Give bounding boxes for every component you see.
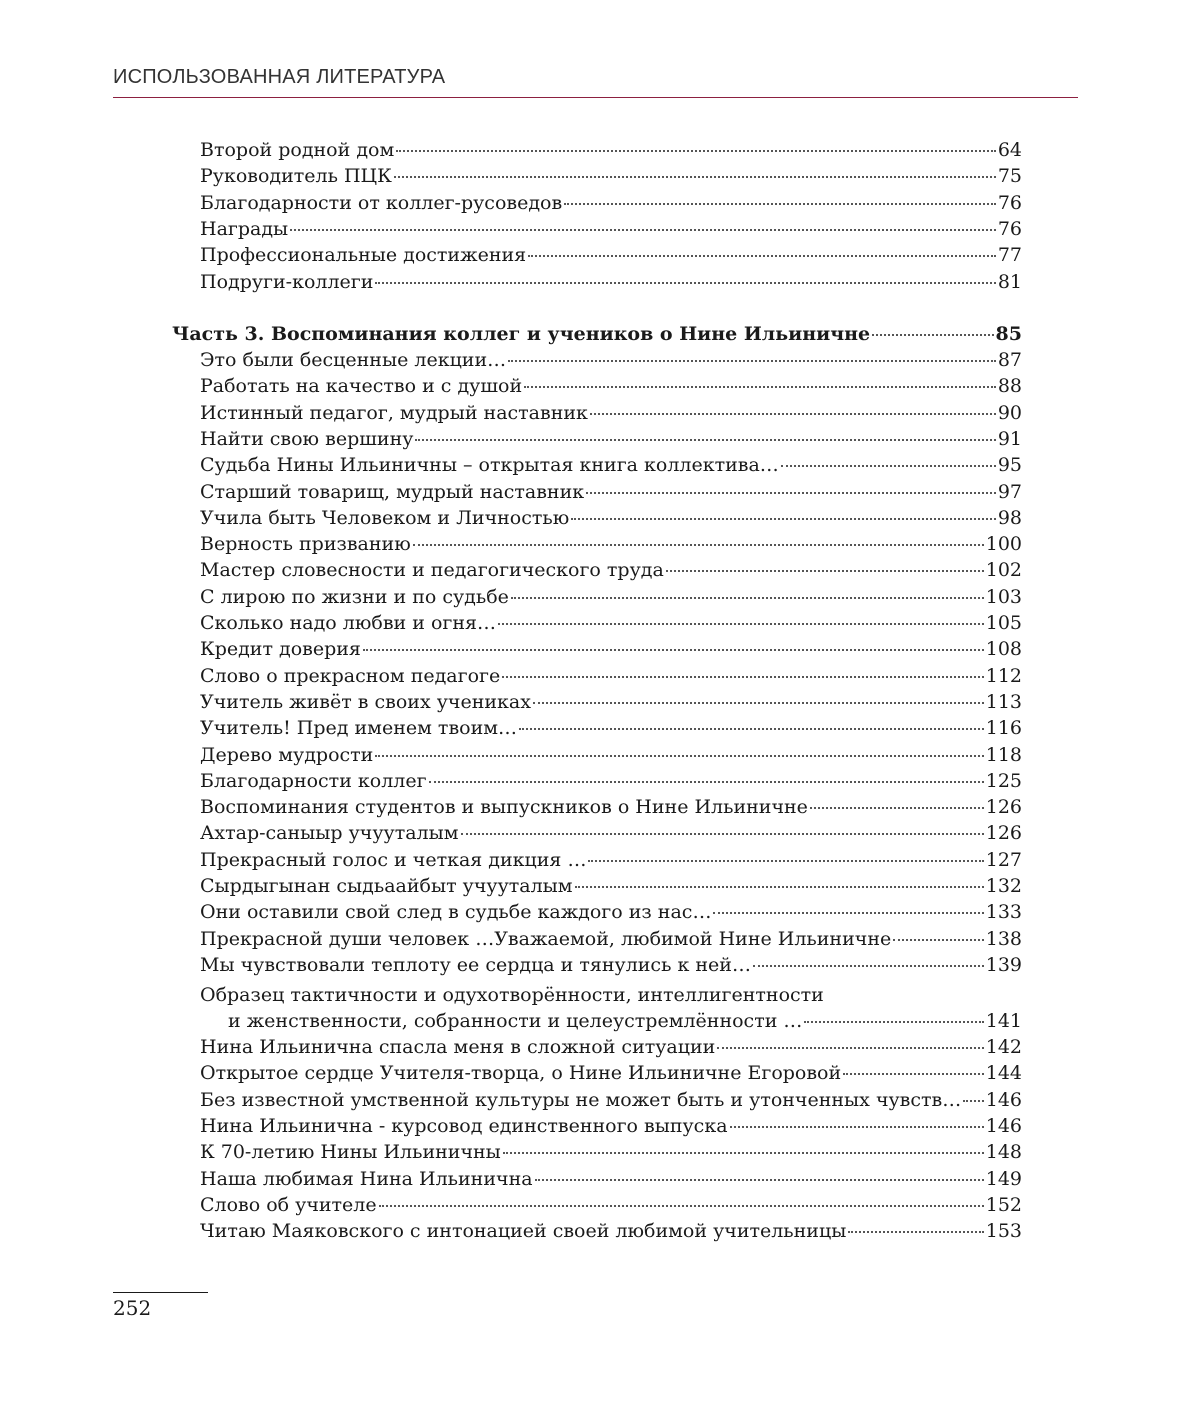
toc-leader bbox=[508, 360, 996, 362]
toc-entry-title: Читаю Маяковского с интонацией своей любимой учительницы bbox=[200, 1220, 847, 1243]
toc-leader bbox=[872, 334, 993, 336]
toc-leader bbox=[503, 1152, 984, 1154]
toc-leader bbox=[502, 676, 984, 678]
toc-entry-page: 81 bbox=[997, 270, 1022, 293]
toc-entry[interactable] bbox=[200, 242, 1022, 268]
toc-leader bbox=[511, 597, 984, 599]
toc-leader bbox=[379, 1205, 984, 1207]
toc-leader bbox=[893, 939, 984, 941]
toc-part-heading[interactable] bbox=[172, 321, 1022, 347]
toc-entry-line1[interactable]: Образец тактичности и одухотворённости, интеллигентности bbox=[200, 984, 824, 1006]
toc-entry-title: Верность призванию bbox=[200, 533, 411, 556]
toc-leader bbox=[528, 255, 996, 257]
toc-entry-page: 116 bbox=[985, 717, 1022, 740]
toc-entry-page: 102 bbox=[985, 559, 1022, 582]
toc-entry-page: 146 bbox=[985, 1114, 1022, 1137]
toc-leader bbox=[363, 649, 984, 651]
toc-entry-page: 139 bbox=[985, 953, 1022, 976]
toc-entry[interactable] bbox=[200, 768, 1022, 794]
toc-leader bbox=[586, 492, 996, 494]
toc-entry[interactable] bbox=[200, 899, 1022, 925]
toc-entry-title: Кредит доверия bbox=[200, 638, 361, 661]
toc-leader bbox=[533, 702, 984, 704]
toc-entry[interactable] bbox=[200, 742, 1022, 768]
toc-entry-title: Подруги-коллеги bbox=[200, 270, 374, 293]
toc-leader bbox=[461, 833, 984, 835]
toc-entry-title: Истинный педагог, мудрый наставник bbox=[200, 401, 588, 424]
toc-entry-title: Наша любимая Нина Ильинична bbox=[200, 1167, 533, 1190]
toc-entry[interactable] bbox=[200, 1166, 1022, 1192]
toc-leader bbox=[717, 1047, 983, 1049]
toc-entry-title: К 70-летию Нины Ильиничны bbox=[200, 1141, 501, 1164]
toc-entry-title: Учитель живёт в своих учениках bbox=[200, 690, 531, 713]
toc-entry[interactable] bbox=[200, 847, 1022, 873]
toc-entry-title: Профессиональные достижения bbox=[200, 244, 527, 267]
toc-entry-title: Нина Ильинична спасла меня в сложной ситуации bbox=[200, 1036, 716, 1058]
toc-entry-title: Учитель! Пред именем твоим… bbox=[200, 717, 518, 740]
toc-entry[interactable] bbox=[200, 1113, 1022, 1139]
toc-entry-title: Благодарности коллег bbox=[200, 769, 427, 792]
toc-entry-title: и женственности, собранности и целеустремлённости … bbox=[228, 1010, 803, 1032]
toc-entry-title: Благодарности от коллег-русоведов bbox=[200, 191, 563, 214]
toc-entry[interactable] bbox=[200, 663, 1022, 689]
toc-entry-title: Работать на качество и с душой bbox=[200, 375, 523, 398]
toc-entry-page: 125 bbox=[985, 769, 1022, 792]
toc-leader bbox=[571, 518, 996, 520]
toc-leader bbox=[588, 860, 983, 862]
toc-entry-page: 64 bbox=[997, 139, 1022, 161]
toc-entry[interactable] bbox=[200, 689, 1022, 715]
toc-entry[interactable] bbox=[200, 163, 1022, 189]
toc-entry[interactable] bbox=[200, 557, 1022, 583]
toc-entry-title: Руководитель ПЦК bbox=[200, 165, 392, 188]
toc-leader bbox=[429, 781, 984, 783]
toc-entry[interactable] bbox=[200, 636, 1022, 662]
toc-entry-page: 153 bbox=[985, 1220, 1022, 1243]
footer-rule bbox=[113, 1292, 208, 1293]
toc-entry-title: Сколько надо любви и огня… bbox=[200, 612, 496, 634]
toc-entry-page: 77 bbox=[997, 244, 1022, 267]
toc-entry[interactable] bbox=[200, 426, 1022, 452]
toc-leader bbox=[730, 1126, 984, 1128]
toc-entry-title: Сырдыгынан сыдьаайбыт учууталым bbox=[200, 875, 573, 897]
toc-leader bbox=[810, 807, 984, 809]
toc-entry-page: 76 bbox=[997, 191, 1022, 214]
toc-entry[interactable] bbox=[200, 1139, 1022, 1165]
toc-leader bbox=[590, 413, 996, 415]
toc-entry[interactable] bbox=[200, 820, 1022, 846]
toc-entry[interactable] bbox=[200, 269, 1022, 295]
toc-entry-title: Найти свою вершину bbox=[200, 427, 414, 450]
toc-entry-title: Воспоминания студентов и выпускников о Нине Ильиничне bbox=[200, 796, 808, 819]
toc-entry-page: 97 bbox=[997, 480, 1022, 503]
toc-leader bbox=[524, 386, 996, 388]
toc-entry-title: Судьба Нины Ильиничны – открытая книга коллектива… bbox=[200, 454, 779, 477]
toc-leader bbox=[843, 1073, 984, 1075]
toc-entry-page: 144 bbox=[985, 1062, 1022, 1085]
toc-entry[interactable] bbox=[200, 137, 1022, 163]
toc-entry[interactable] bbox=[200, 373, 1022, 399]
toc-entry-page: 127 bbox=[985, 848, 1022, 871]
toc-entry-title: Прекрасной души человек …Уважаемой, любимой Нине Ильиничне bbox=[200, 927, 892, 950]
toc-entry[interactable] bbox=[200, 873, 1022, 899]
toc-entry[interactable] bbox=[200, 610, 1022, 636]
toc-entry-title: Ахтар-саныыр учууталым bbox=[200, 822, 459, 845]
toc-entry-title: Награды bbox=[200, 217, 289, 240]
toc-entry[interactable] bbox=[200, 1218, 1022, 1244]
running-head: ИСПОЛЬЗОВАННАЯ ЛИТЕРАТУРА bbox=[113, 66, 446, 88]
toc-entry[interactable] bbox=[200, 479, 1022, 505]
toc-entry[interactable] bbox=[200, 531, 1022, 557]
toc-part-page: 85 bbox=[995, 323, 1022, 345]
toc-entry-page: 103 bbox=[985, 585, 1022, 608]
toc-entry-title: Мы чувствовали теплоту ее сердца и тянулись к ней… bbox=[200, 953, 751, 976]
toc-entry[interactable] bbox=[200, 1034, 1022, 1060]
toc-entry[interactable] bbox=[200, 794, 1022, 820]
toc-entry-page: 126 bbox=[985, 796, 1022, 819]
toc-entry-title: Без известной умственной культуры не может быть и утонченных чувств… bbox=[200, 1088, 962, 1111]
toc-entry-page: 148 bbox=[985, 1141, 1022, 1164]
toc-entry-title: С лирою по жизни и по судьбе bbox=[200, 585, 509, 608]
toc-leader bbox=[375, 755, 983, 757]
toc-entry-title: Прекрасный голос и четкая дикция … bbox=[200, 848, 587, 871]
toc-leader bbox=[498, 623, 984, 625]
toc-entry-page: 126 bbox=[985, 822, 1022, 845]
toc-entry-page: 141 bbox=[985, 1010, 1022, 1032]
header-rule bbox=[113, 97, 1078, 98]
toc-leader bbox=[781, 465, 996, 467]
toc-entry-page: 90 bbox=[997, 401, 1022, 424]
toc-leader bbox=[394, 176, 996, 178]
toc-entry-page: 132 bbox=[985, 875, 1022, 897]
toc-leader bbox=[804, 1021, 983, 1023]
toc-entry-title: Они оставили свой след в судьбе каждого из нас… bbox=[200, 901, 712, 924]
toc-entry[interactable] bbox=[200, 400, 1022, 426]
toc-entry-title: Слово об учителе bbox=[200, 1193, 377, 1216]
toc-entry[interactable] bbox=[200, 1192, 1022, 1218]
toc-entry-page: 87 bbox=[997, 349, 1022, 371]
toc-entry-page: 88 bbox=[997, 375, 1022, 398]
toc-entry[interactable] bbox=[200, 452, 1022, 478]
toc-entry-page: 75 bbox=[997, 165, 1022, 188]
toc-entry-title: Это были бесценные лекции… bbox=[200, 349, 507, 371]
toc-entry-title: Дерево мудрости bbox=[200, 743, 374, 766]
toc-entry-title: Нина Ильинична - курсовод единственного выпуска bbox=[200, 1114, 728, 1137]
toc-entry-page: 76 bbox=[997, 217, 1022, 240]
toc-entry-title: Второй родной дом bbox=[200, 139, 395, 161]
toc-leader bbox=[564, 203, 996, 205]
toc-leader bbox=[396, 150, 996, 152]
toc-entry-title: Старший товарищ, мудрый наставник bbox=[200, 480, 585, 503]
toc-entry-page: 142 bbox=[985, 1036, 1022, 1058]
toc-entry-page: 113 bbox=[985, 690, 1022, 713]
toc-entry-page: 100 bbox=[985, 533, 1022, 556]
toc-entry-page: 91 bbox=[997, 427, 1022, 450]
toc-leader bbox=[963, 1100, 984, 1102]
toc-entry-page: 108 bbox=[985, 638, 1022, 661]
toc-entry-page: 118 bbox=[985, 743, 1022, 766]
toc-leader bbox=[666, 570, 984, 572]
toc-entry-page: 105 bbox=[985, 612, 1022, 634]
toc-entry-title: Слово о прекрасном педагоге bbox=[200, 664, 501, 687]
toc-entry-line2[interactable] bbox=[228, 1008, 1022, 1034]
toc-leader bbox=[290, 229, 996, 231]
toc-entry-title: Открытое сердце Учителя-творца, о Нине Ильиничне Егоровой bbox=[200, 1062, 842, 1085]
toc-entry-page: 95 bbox=[997, 454, 1022, 477]
toc-entry-page: 152 bbox=[985, 1193, 1022, 1216]
toc-entry[interactable] bbox=[200, 347, 1022, 373]
toc-leader bbox=[519, 728, 984, 730]
toc-entry[interactable] bbox=[200, 1087, 1022, 1113]
toc-leader bbox=[713, 912, 983, 914]
toc-leader bbox=[848, 1231, 983, 1233]
toc-leader bbox=[535, 1179, 984, 1181]
toc-entry[interactable] bbox=[200, 190, 1022, 216]
toc-leader bbox=[415, 439, 995, 441]
toc-leader bbox=[753, 965, 984, 967]
toc-entry[interactable] bbox=[200, 715, 1022, 741]
toc-entry-page: 112 bbox=[985, 664, 1022, 687]
toc-leader bbox=[375, 282, 995, 284]
toc-entry-page: 138 bbox=[985, 927, 1022, 950]
toc-entry-page: 149 bbox=[985, 1167, 1022, 1190]
toc-entry-title: Мастер словесности и педагогического труда bbox=[200, 559, 664, 582]
toc-entry-page: 146 bbox=[985, 1088, 1022, 1111]
toc-entry[interactable] bbox=[200, 952, 1022, 978]
toc-leader bbox=[575, 886, 984, 888]
toc-entry-page: 98 bbox=[997, 506, 1022, 529]
toc-part-title: Часть 3. Воспоминания коллег и учеников о Нине Ильиничне bbox=[172, 323, 871, 345]
toc-entry[interactable] bbox=[200, 216, 1022, 242]
toc-entry[interactable] bbox=[200, 584, 1022, 610]
page-number: 252 bbox=[113, 1296, 152, 1320]
toc-leader bbox=[413, 544, 984, 546]
toc-entry[interactable] bbox=[200, 1060, 1022, 1086]
toc-entry-page: 133 bbox=[985, 901, 1022, 924]
toc-entry-title: Учила быть Человеком и Личностью bbox=[200, 506, 570, 529]
toc-entry[interactable] bbox=[200, 926, 1022, 952]
toc-entry[interactable] bbox=[200, 505, 1022, 531]
